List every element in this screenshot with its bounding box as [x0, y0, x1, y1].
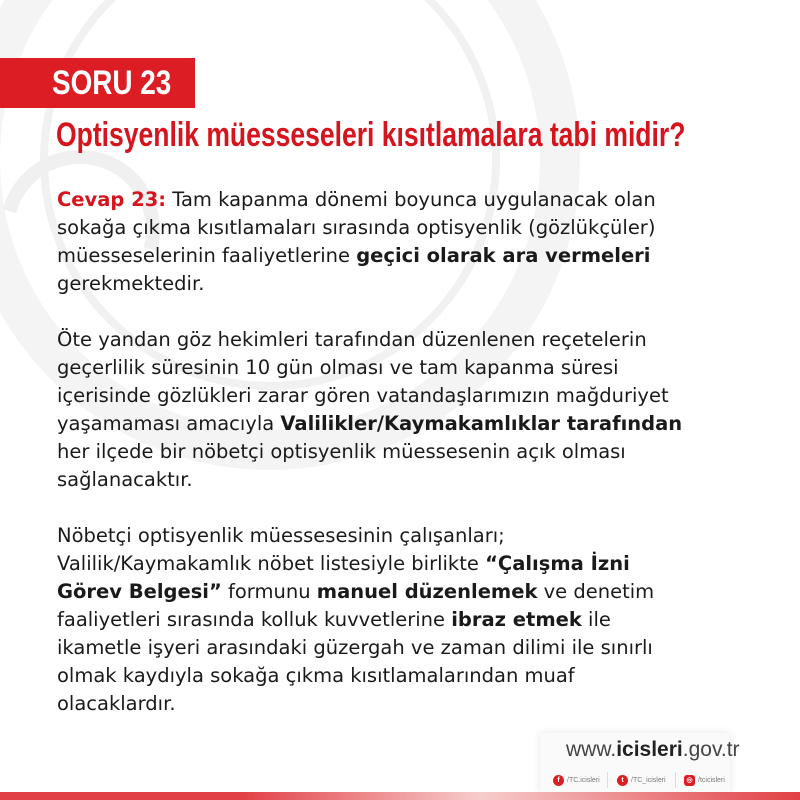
paragraph-1-line-1: Cevap 23: Tam kapanma dönemi boyunca uygulanacak olan: [57, 188, 656, 211]
facebook-icon: f: [553, 775, 564, 786]
answer-body: [57, 186, 747, 718]
twitter-link[interactable]: t /TC_icisleri: [617, 774, 666, 786]
answer-label: Cevap 23:: [57, 188, 167, 211]
facebook-link[interactable]: f /TC.icisleri: [553, 774, 600, 786]
paragraph-3-line-6: olmak kaydıyla sokağa çıkma kısıtlamalarından muaf: [57, 664, 575, 687]
page-title: SORU 23: [52, 64, 172, 102]
paragraph-2-line-1: Öte yandan göz hekimleri tarafından düzenlenen reçetelerin: [57, 328, 647, 351]
paragraph-2-line-5: her ilçede bir nöbetçi optisyenlik müessesenin açık olması: [57, 440, 626, 463]
footer-divider: [607, 772, 608, 788]
twitter-icon: t: [617, 775, 628, 786]
paragraph-3-line-7: olacaklardır.: [57, 692, 176, 715]
bottom-decorative-strip: [0, 792, 800, 800]
paragraph-2-line-3: içerisinde gözlükleri zarar gören vatandaşlarımızın mağduriyet: [57, 384, 669, 407]
paragraph-2-line-2: geçerlilik süresinin 10 gün olması ve tam kapanma süresi: [57, 356, 619, 379]
question-heading: Optisyenlik müesseseleri kısıtlamalara tabi midir?: [56, 116, 686, 154]
paragraph-3-line-2: Valilik/Kaymakamlık nöbet listesiyle birlikte “Çalışma İzni: [57, 552, 630, 575]
footer-divider: [675, 772, 676, 788]
paragraph-1-line-2: sokağa çıkma kısıtlamaları sırasında optisyenlik (gözlükçüler): [57, 216, 656, 239]
paragraph-3-line-1: Nöbetçi optisyenlik müessesesinin çalışanları;: [57, 524, 505, 547]
website-link[interactable]: www.icisleri.gov.tr: [566, 738, 740, 761]
paragraph-2-line-4: yaşamaması amacıyla Valilikler/Kaymakamlıklar tarafından: [57, 412, 683, 435]
paragraph-3-line-4: faaliyetleri sırasında kolluk kuvvetlerine ibraz etmek ile: [57, 608, 611, 631]
paragraph-2-line-6: sağlanacaktır.: [57, 468, 193, 491]
paragraph-1-line-4: gerekmektedir.: [57, 272, 205, 295]
paragraph-1-line-3: müesseselerinin faaliyetlerine geçici olarak ara vermeleri: [57, 244, 651, 267]
instagram-icon: ◎: [684, 775, 695, 786]
paragraph-3-line-3: Görev Belgesi” formunu manuel düzenlemek ve denetim: [57, 580, 655, 603]
paragraph-3-line-5: ikametle işyeri arasındaki güzergah ve zaman dilimi ile sınırlı: [57, 636, 653, 659]
instagram-link[interactable]: ◎ /tcicisleri: [684, 774, 725, 786]
